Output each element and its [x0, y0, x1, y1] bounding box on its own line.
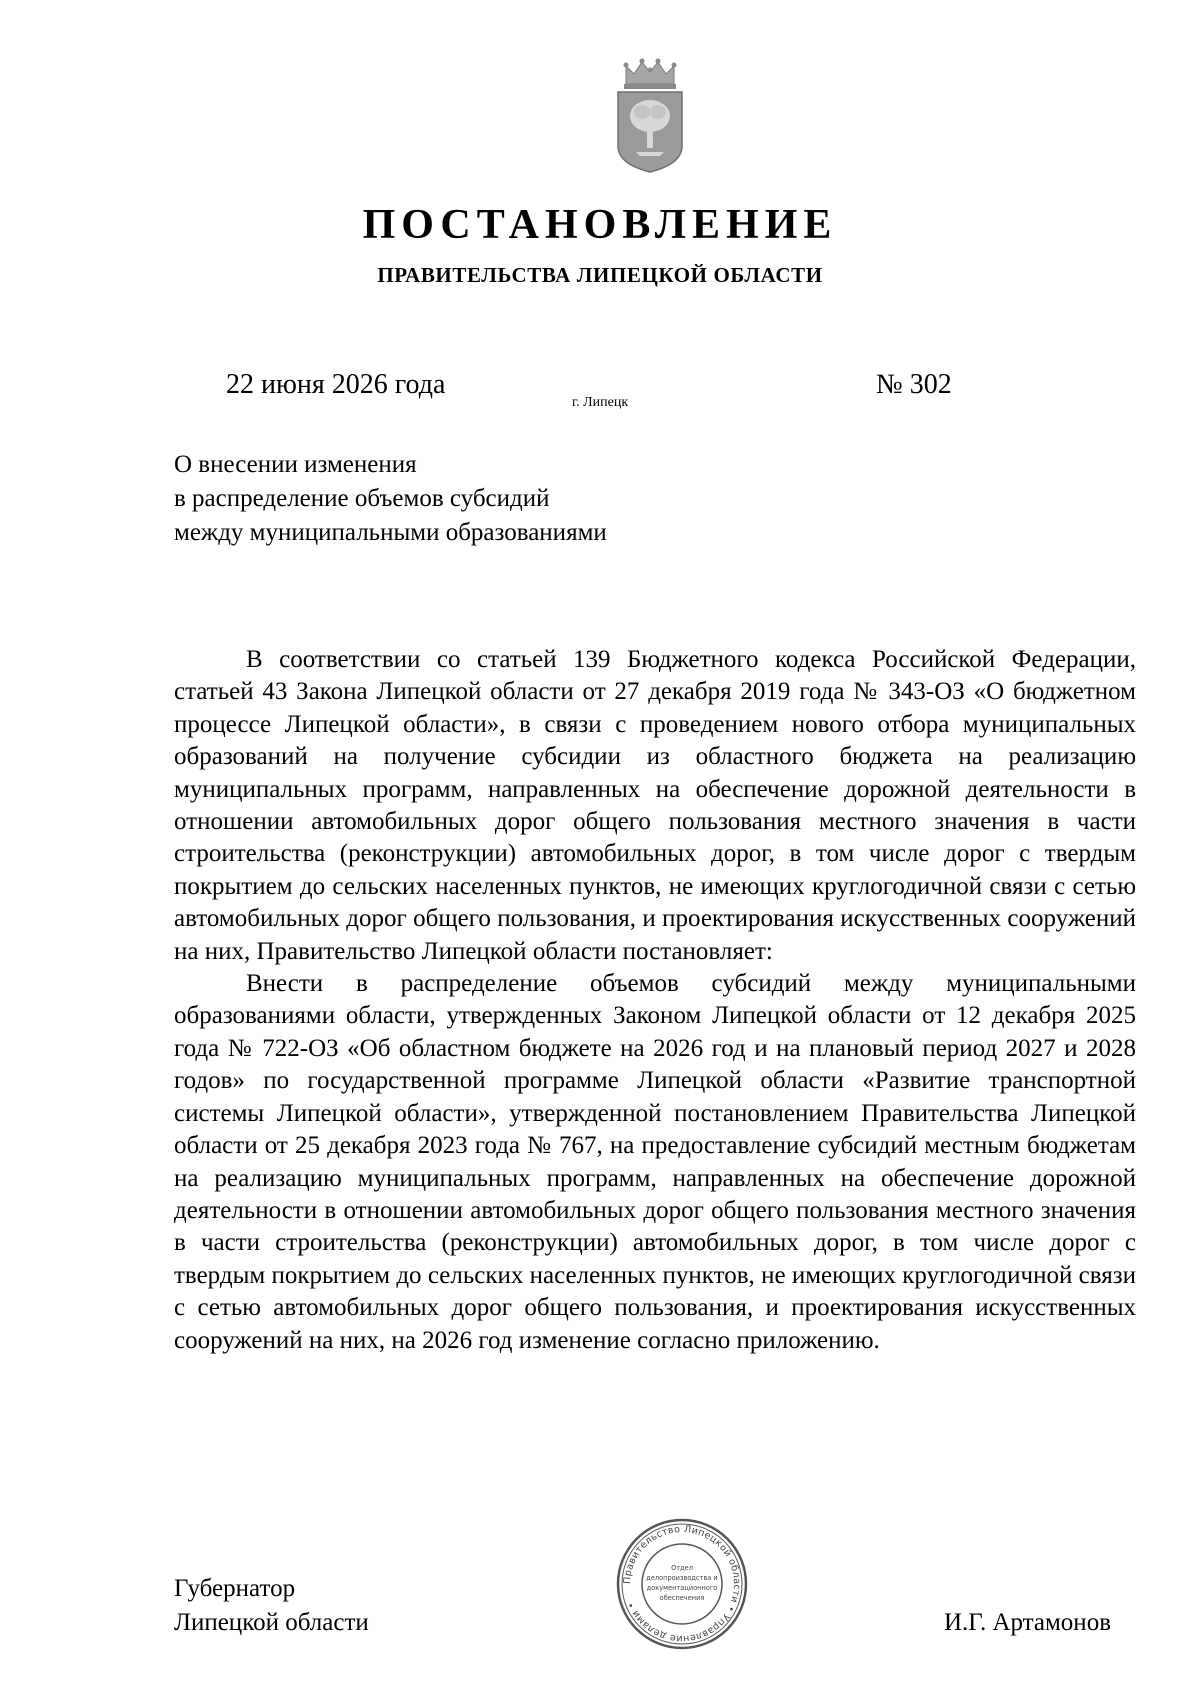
- heading-line: между муниципальными образованиями: [174, 519, 607, 546]
- signer-title-line: Липецкой области: [174, 1609, 369, 1636]
- stamp-inner-line: делопроизводства и: [646, 1574, 718, 1582]
- signer-name: И.Г. Артамонов: [944, 1609, 1111, 1636]
- body-paragraph: Внести в распределение объемов субсидий между муниципальными образованиями области, утвержденных Законом Липецкой области от 12 декабря 2025 года № 722-ОЗ «Об областном бюджете на 2026 год и на плановый период 2027 и 2028 годов» по государственной программе Липецкой области «Развитие транспортной системы Липецкой области», утвержденной постановлением Правительства Липецкой области от 25 декабря 2023 года № 767, на предоставление субсидий местным бюджетам на реализацию муниципальных программ, направленных на обеспечение дорожной деятельности в отношении автомобильных дорог общего пользования местного значения в части строительства (реконструкции) автомобильных дорог, в том числе дорог с твердым покрытием до сельских населенных пунктов, не имеющих круглогодичной связи с сетью автомобильных дорог общего пользования, и проектирования искусственных сооружений на них, на 2026 год изменение согласно приложению.: [174, 970, 1136, 1354]
- document-body: [174, 644, 1136, 1357]
- coat-of-arms-icon: [612, 58, 688, 174]
- stamp-inner-line: документационного: [646, 1584, 718, 1592]
- heading-line: в распределение объемов субсидий: [174, 485, 550, 512]
- document-city: г. Липецк: [572, 395, 629, 410]
- stamp-inner-line: Отдел: [671, 1564, 693, 1572]
- stamp-outer-text: Правительство Липецкой области • Управление делами •: [621, 1523, 743, 1645]
- signer-title: [174, 1572, 369, 1640]
- seal-stamp-icon: [614, 1516, 750, 1652]
- heading-line: О внесении изменения: [174, 451, 417, 478]
- document-date: 22 июня 2026 года: [226, 369, 446, 400]
- document-number: № 302: [876, 369, 952, 400]
- body-paragraph: В соответствии со статьей 139 Бюджетного кодекса Российской Федерации, статьей 43 Закона Липецкой области от 27 декабря 2019 года № 343-ОЗ «О бюджетном процессе Липецкой области», в связи с проведением нового отбора муниципальных образований на получение субсидии из областного бюджета на реализацию муниципальных программ, направленных на обеспечение дорожной деятельности в отношении автомобильных дорог общего пользования местного значения в части строительства (реконструкции) автомобильных дорог, в том числе дорог с твердым покрытием до сельских населенных пунктов, не имеющих круглогодичной связи с сетью автомобильных дорог общего пользования, и проектирования искусственных сооружений на них, Правительство Липецкой области постановляет:: [174, 646, 1136, 965]
- stamp-inner-line: обеспечения: [659, 1594, 705, 1602]
- document-title: ПОСТАНОВЛЕНИЕ: [362, 202, 838, 248]
- document-subtitle: ПРАВИТЕЛЬСТВА ЛИПЕЦКОЙ ОБЛАСТИ: [377, 263, 823, 287]
- document-heading: [174, 448, 734, 550]
- signer-title-line: Губернатор: [174, 1575, 296, 1602]
